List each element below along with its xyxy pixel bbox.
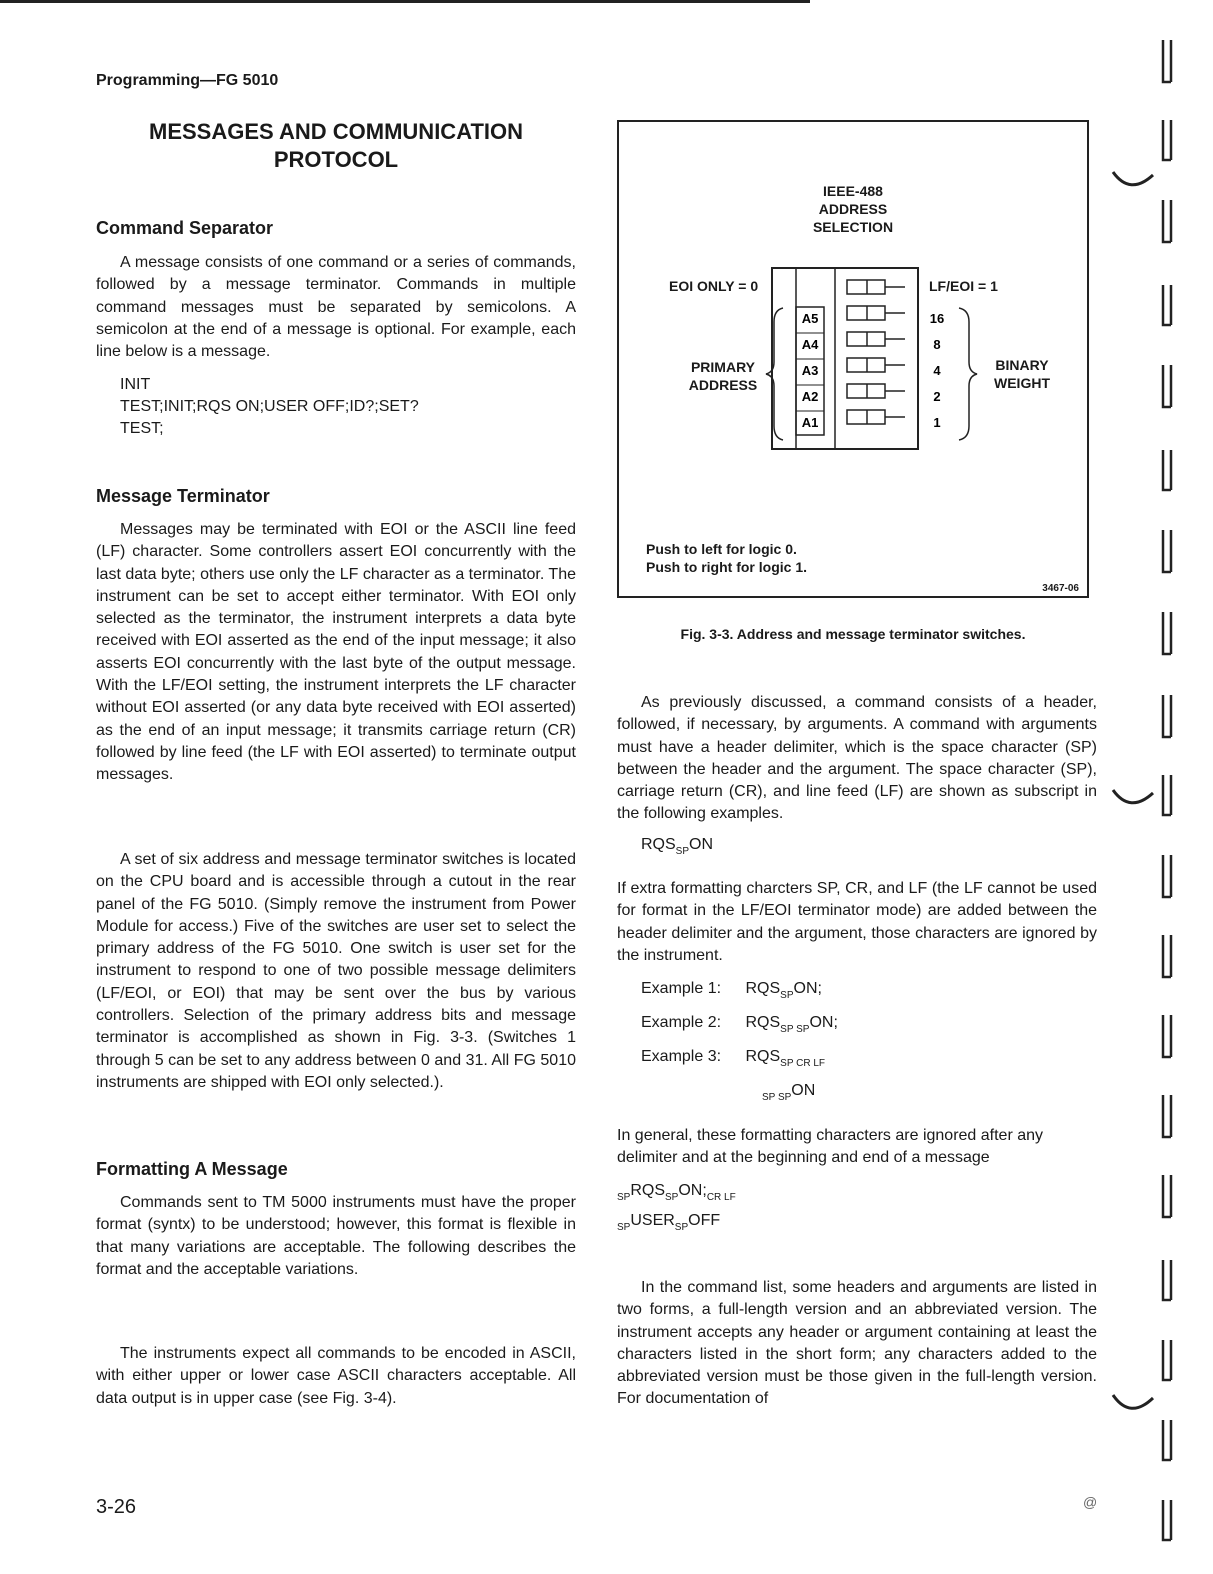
ascii-text [96,1343,576,1410]
switch-diagram [619,122,1087,596]
weight-16: 16 [929,311,945,326]
label-line: PRIMARY [690,359,756,375]
heading-message-terminator: Message Terminator [96,486,270,506]
heading-formatting: Formatting A Message [96,1159,288,1179]
switch-label-a5: A5 [801,311,819,326]
page-title-line-1: MESSAGES AND COMMUNICATION [149,119,523,144]
token: RQS [745,980,781,997]
switch-label-a2: A2 [801,389,819,404]
example-1 [641,980,822,1001]
subscript: SP [674,1222,689,1233]
eoi-only-label: EOI ONLY = 0 [669,278,759,294]
subscript: SP [675,846,690,857]
paragraph: The instruments expect all commands to be encoded in ASCII, with either upper or lower case ASCII characters acceptable. All data output is in upper case (see Fig. 3-4). [96,1345,576,1407]
example-line: TEST; [120,420,164,437]
switch-label-a3: A3 [801,363,819,378]
example-3 [641,1048,826,1069]
paragraph: A message consists of one command or a series of commands, followed by a message terminator. Commands in multiple command messages must be separated by semicolons. A semicolon at the end of a message is optional. For example, each line below is a message. [96,254,576,361]
figure-title-line: ADDRESS [818,201,888,217]
switch-toggle-eoi [847,280,905,294]
binding-marks [1105,0,1205,1574]
paragraph: In the command list, some headers and arguments are listed in two forms, a full-length version and an abbreviated version. The instrument accepts any header or argument containing at least the characters listed in the short form; any characters added to the abbreviated version must be those given in the full-length version. For documentation of [617,1279,1097,1408]
weight-2: 2 [933,389,941,404]
example-rqs-on [641,836,714,857]
copyright-mark: @ [1083,1494,1098,1510]
paragraph: Commands sent to TM 5000 instruments must have the proper format (syntx) to be understood; however, this format is flexible in that many variations are acceptable. The following describes the format and the acceptable variations. [96,1194,576,1278]
example-line: TEST;INIT;RQS ON;USER OFF;ID?;SET? [120,398,419,415]
paragraph: If extra formatting charcters SP, CR, and LF (the LF cannot be used for format in the LF/EOI terminator mode) are added between the header delimiter and the argument, those characters are ignored by the instrument. [617,880,1097,964]
command-list-text [617,1277,1097,1411]
example-3-continued [762,1082,816,1103]
paragraph: Messages may be terminated with EOI or the ASCII line feed (LF) character. Some controllers assert EOI concurrently with the last data byte; others use only the LF character as a terminator. The instrument can be set to accept either terminator. With EOI only selected as the terminator, the instrument interprets a data byte received with EOI asserted as the end of the input message; it also asserts EOI concurrently with the last byte of the output message. With the LF/EOI setting, the instrument interprets the LF character without EOI asserted (or any data byte received with EOI asserted) as the end of an input message; it transmits carriage return (CR) followed by line feed (the LF with EOI asserted) to terminate output messages. [96,521,576,784]
switch-toggle-a5 [847,306,905,320]
token: RQS [745,1048,781,1065]
binary-weights [930,311,944,430]
token: USER [630,1212,675,1229]
weight-1: 1 [933,415,941,430]
message-examples [120,374,419,440]
subscript: CR LF [706,1192,736,1203]
heading-command-separator: Command Separator [96,218,274,238]
label-line: WEIGHT [994,375,1050,391]
example-label: Example 3: [641,1048,722,1065]
token: ON [791,1082,816,1099]
running-header: Programming—FG 5010 [96,72,279,89]
switch-toggles [847,280,905,424]
subscript: SP CR LF [780,1058,826,1069]
token: ON [689,836,714,853]
switch-toggle-a3 [847,358,905,372]
example-line: INIT [120,376,151,393]
label-line: ADDRESS [688,377,758,393]
subscript: SP [617,1222,631,1233]
command-separator-text [96,252,576,363]
header-delimiter-text [617,692,1097,826]
weight-8: 8 [933,337,941,352]
figure-title-line: SELECTION [812,219,894,235]
subscript: SP [617,1192,631,1203]
switch-toggle-a1 [847,410,905,424]
figure-note-right: Push to right for logic 1. [646,559,807,575]
lf-eoi-label: LF/EOI = 1 [929,278,998,294]
figure-caption: Fig. 3-3. Address and message terminator switches. [680,626,1026,642]
switch-toggle-a2 [847,384,905,398]
switches-text [96,849,576,1094]
token: RQS [641,836,676,853]
right-brace [959,308,977,440]
token: ON; [793,980,822,997]
page-title [96,118,576,174]
example-label: Example 2: [641,1014,722,1031]
subscript: SP [780,990,794,1001]
figure-note-left: Push to left for logic 0. [646,541,797,557]
message-terminator-text [96,519,576,787]
page-title-line-2: PROTOCOL [273,147,399,172]
example-label: Example 1: [641,980,722,997]
example-2 [641,1014,838,1035]
general-formatting-text [617,1125,1097,1170]
subscript: SP [665,1192,679,1203]
token: RQS [745,1014,781,1031]
formatting-text [96,1192,576,1281]
token: OFF [688,1212,721,1229]
figure-address-switches [617,120,1089,598]
top-rule [0,0,810,3]
label-line: BINARY [995,357,1049,373]
paragraph: In general, these formatting characters are ignored after any delimiter and at the beginning and end of a message [617,1127,1044,1167]
paragraph: A set of six address and message terminator switches is located on the CPU board and is accessible through a cutout in the rear panel of the FG 5010. (Simply remove the instrument from Power Module for access.) Five of the switches are user set to select the primary address of the FG 5010. One switch is user set for the instrument to respond to one of two possible message delimiters (LF/EOI, or EOI) that may be sent over the bus by various controllers. Selection of the primary address bits and message terminator is accomplished as shown in Fig. 3-3. (Switches 1 through 5 can be set to any address between 0 and 31. All FG 5010 instruments are shipped with EOI only selected.). [96,851,576,1091]
token: ON; [678,1182,707,1199]
weight-4: 4 [933,363,941,378]
switch-label-a1: A1 [801,415,819,430]
switch-labels [802,311,819,430]
left-brace [766,308,783,440]
example-rqs-formatted [617,1182,736,1203]
example-user-formatted [617,1212,721,1233]
extra-formatting-text [617,878,1097,967]
subscript: SP SP [762,1092,792,1103]
paragraph: As previously discussed, a command consists of a header, followed, if necessary, by arguments. A command with arguments must have a header delimiter, which is the space character (SP) between the header and the argument. The space character (SP), carriage return (CR), and line feed (LF) are shown as subscript in the following examples. [617,694,1097,823]
subscript: SP SP [780,1024,810,1035]
switch-label-a4: A4 [801,337,819,352]
switch-toggle-a4 [847,332,905,346]
figure-code: 3467-06 [1042,583,1079,594]
token: ON; [809,1014,838,1031]
figure-title-line: IEEE-488 [823,183,883,199]
token: RQS [630,1182,666,1199]
page-number: 3-26 [96,1496,137,1518]
